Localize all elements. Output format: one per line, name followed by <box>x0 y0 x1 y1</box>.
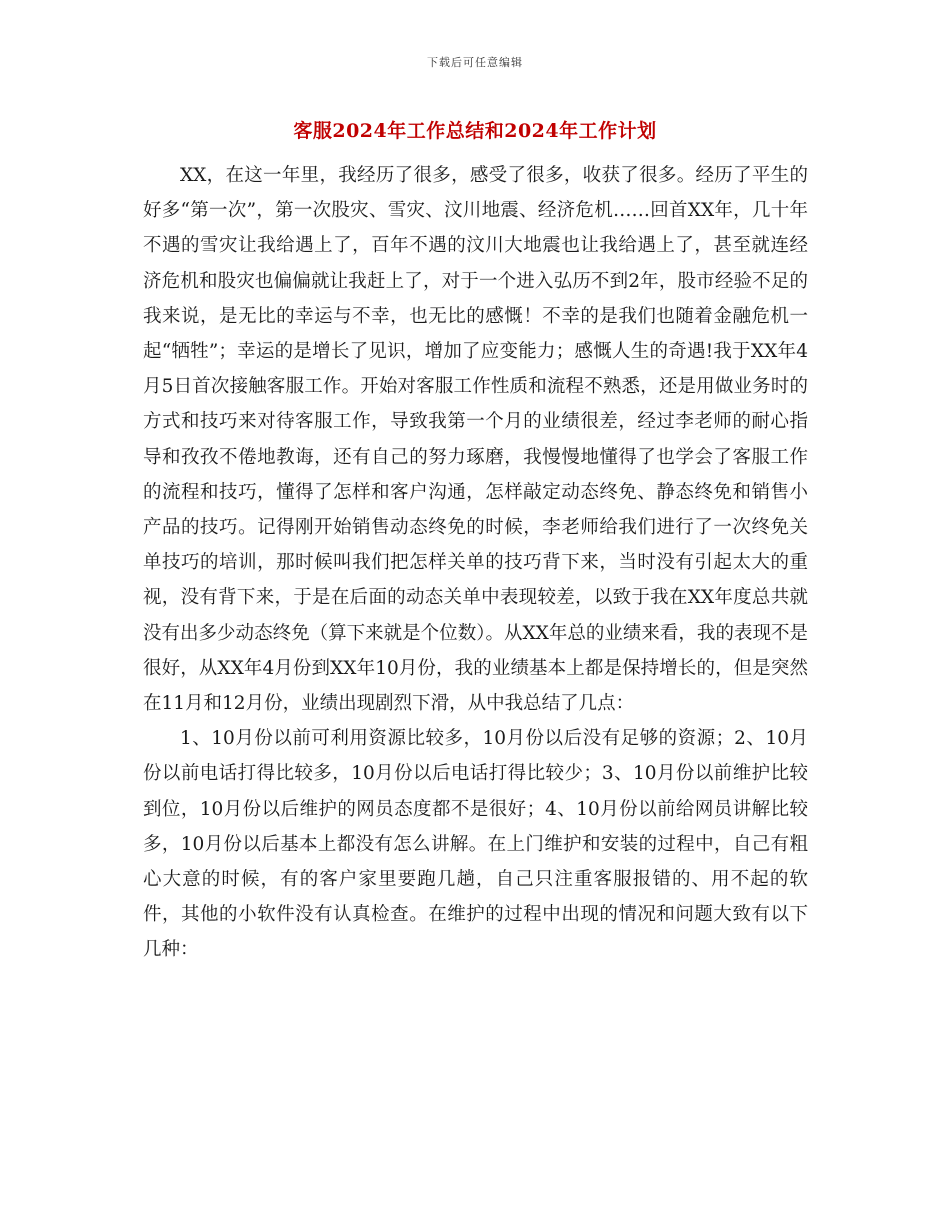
document-body <box>143 158 808 968</box>
document-title: 客服2024年工作总结和2024年工作计划 <box>293 120 657 142</box>
paragraph-intro: XX，在这一年里，我经历了很多，感受了很多，收获了很多。经历了平生的好多“第一次”，第一次股灾、雪灾、汶川地震、经济危机……回首XX年，几十年不遇的雪灾让我给遇上了，百年不遇的汶川大地震也让我给遇上了，甚至就连经济危机和股灾也偏偏就让我赶上了，对于一个进入弘历不到2年，股市经验不足的我来说，是无比的幸运与不幸，也无比的感慨！不幸的是我们也随着金融危机一起“牺牲”；幸运的是增长了见识，增加了应变能力；感慨人生的奇遇!我于XX年4月5日首次接触客服工作。开始对客服工作性质和流程不熟悉，还是用做业务时的方式和技巧来对待客服工作，导致我第一个月的业绩很差，经过李老师的耐心指导和孜孜不倦地教诲，还有自己的努力琢磨，我慢慢地懂得了也学会了客服工作的流程和技巧，懂得了怎样和客户沟通，怎样敲定动态终免、静态终免和销售小产品的技巧。记得刚开始销售动态终免的时候，李老师给我们进行了一次终免关单技巧的培训，那时候叫我们把怎样关单的技巧背下来，当时没有引起太大的重视，没有背下来，于是在后面的动态关单中表现较差，以致于我在XX年度总共就没有出多少动态终免（算下来就是个位数）。从XX年总的业绩来看，我的表现不是很好，从XX年4月份到XX年10月份，我的业绩基本上都是保持增长的，但是突然在11月和12月份，业绩出现剧烈下滑，从中我总结了几点： <box>143 165 808 715</box>
header-note: 下载后可任意编辑 <box>427 56 523 69</box>
paragraph-points: 1、10月份以前可利用资源比较多，10月份以后没有足够的资源；2、10月份以前电话打得比较多，10月份以后电话打得比较少；3、10月份以前维护比较到位，10月份以后维护的网员态度都不是很好；4、10月份以前给网员讲解比较多，10月份以后基本上都没有怎么讲解。在上门维护和安装的过程中，自己有粗心大意的时候，有的客户家里要跑几趟，自己只注重客服报错的、用不起的软件，其他的小软件没有认真检查。在维护的过程中出现的情况和问题大致有以下几种： <box>143 728 808 961</box>
